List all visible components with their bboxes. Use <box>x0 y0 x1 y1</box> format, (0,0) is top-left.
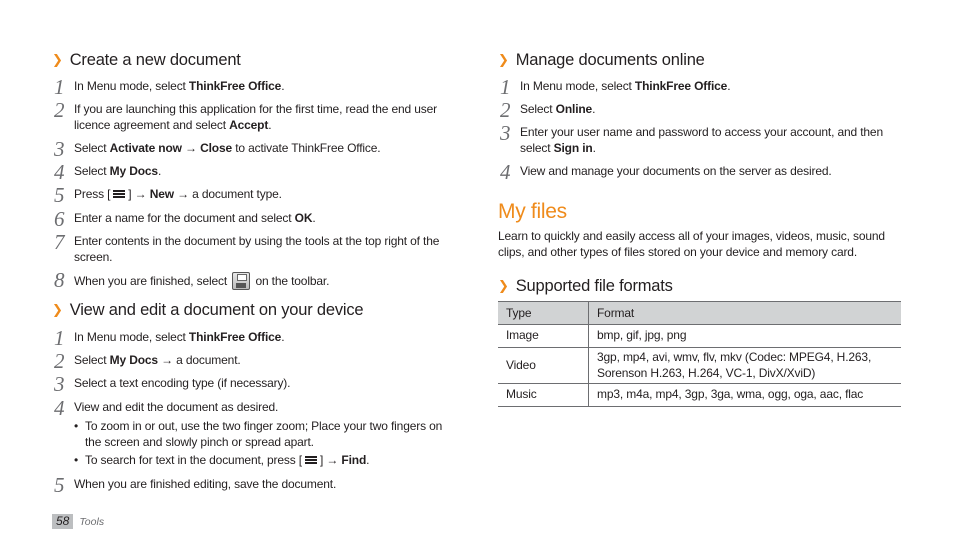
cell-format: 3gp, mp4, avi, wmv, flv, mkv (Codec: MPEG4, H.263, Sorenson H.263, H.264, VC-1, DivX/XviD) <box>589 348 902 384</box>
cell-format: bmp, gif, jpg, png <box>589 325 902 348</box>
save-icon <box>232 272 250 290</box>
page-number: 58 <box>52 514 73 529</box>
chevron-right-icon: ❯ <box>498 52 509 67</box>
supported-formats-heading: ❯ Supported file formats <box>498 277 673 295</box>
column-header-type: Type <box>498 302 589 325</box>
chevron-right-icon: ❯ <box>52 302 63 317</box>
my-files-title: My files <box>498 200 567 223</box>
section-name: Tools <box>79 516 105 528</box>
my-files-intro: Learn to quickly and easily access all of your images, videos, music, sound clips, and other types of files stored on your device and memory card. <box>498 229 885 259</box>
column-header-format: Format <box>589 302 902 325</box>
cell-type: Music <box>498 384 589 407</box>
menu-key-icon <box>303 454 319 465</box>
table-header-row <box>498 302 901 325</box>
create-document-heading: ❯ Create a new document <box>52 51 241 69</box>
formats-table <box>498 301 901 407</box>
table-row <box>498 348 901 384</box>
cell-format: mp3, m4a, mp4, 3gp, 3ga, wma, ogg, oga, aac, flac <box>589 384 902 407</box>
cell-type: Image <box>498 325 589 348</box>
table-row <box>498 325 901 348</box>
manage-online-heading: ❯ Manage documents online <box>498 51 705 69</box>
cell-type: Video <box>498 348 589 384</box>
menu-key-icon <box>111 188 127 199</box>
table-row <box>498 384 901 407</box>
chevron-right-icon: ❯ <box>498 278 509 293</box>
chevron-right-icon: ❯ <box>52 52 63 67</box>
view-edit-heading: ❯ View and edit a document on your device <box>52 301 364 319</box>
page-footer <box>52 514 104 529</box>
